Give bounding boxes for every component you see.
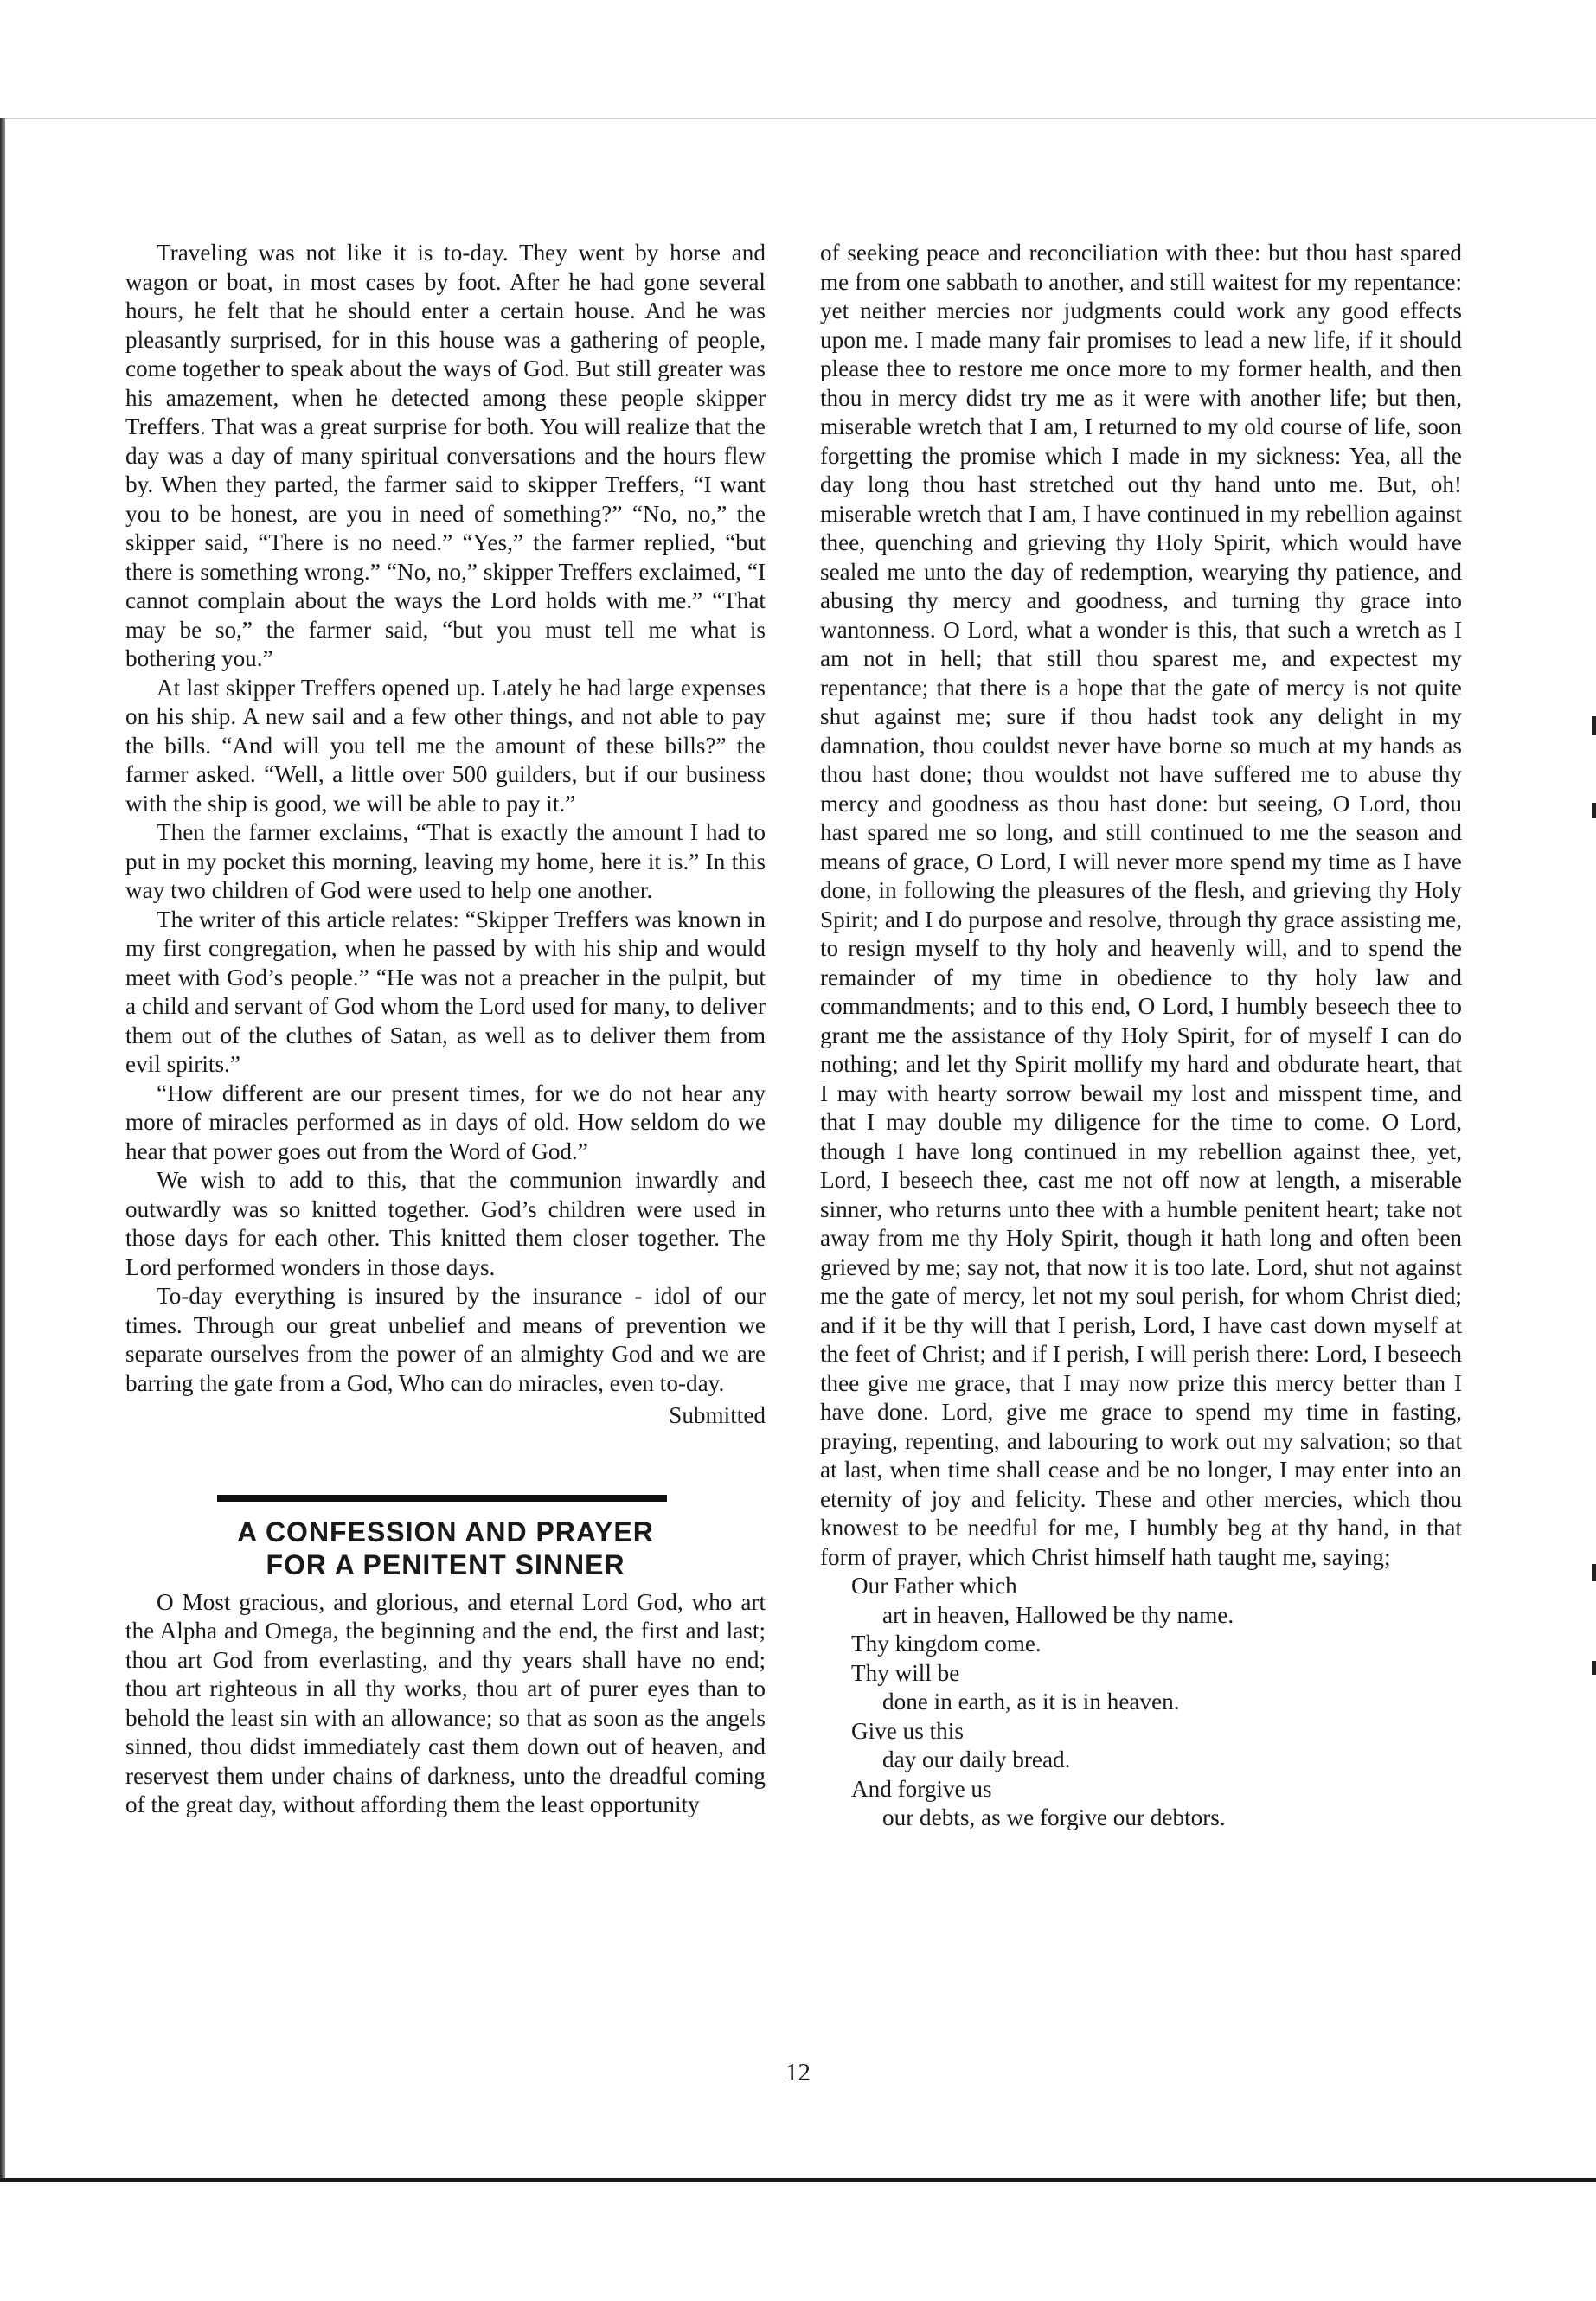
left-column <box>125 239 766 1820</box>
prayer-line: our debts, as we forgive our debtors. <box>882 1804 1226 1830</box>
paragraph: Traveling was not like it is to-day. They went by horse and wagon or boat, in most cases by foot. After he had gone several hours, he felt that he should enter a certain house. And he was pleasantly surprised, for in this house was a gathering of people, come together to speak about the ways of God. But still greater was his amazement, when he detected among these people skipper Treffers. That was a great surprise for both. You will realize that the day was a day of many spiritual conversations and the hours flew by. When they parted, the farmer said to skipper Treffers, “I want you to be honest, are you in need of something?” “No, no,” the skipper said, “There is no need.” “Yes,” the farmer replied, “but there is something wrong.” “No, no,” skipper Treffers exclaimed, “I cannot complain about the ways the Lord holds with me.” “That may be so,” the farmer said, “but you must tell me what is bothering you.” <box>125 240 766 671</box>
prayer-line: And forgive us <box>851 1775 992 1802</box>
lords-prayer <box>820 1572 1462 1833</box>
prayer-line: day our daily bread. <box>882 1747 1071 1772</box>
prayer-line: Thy kingdom come. <box>851 1631 1042 1657</box>
article-title <box>125 1516 766 1581</box>
paragraph: To-day everything is insured by the insurance - idol of our times. Through our great unbelief and means of prevention we separate ourselves from the power of an almighty God and we are barring the gate from a God, Who can do miracles, even to-day. <box>125 1283 766 1396</box>
page-left-edge <box>0 118 5 2181</box>
paragraph: At last skipper Treffers opened up. Lately he had large expenses on his ship. A new sail and a few other things, and not able to pay the bills. “And will you tell me the amount of these bills?” the farmer asked. “Well, a little over 500 guilders, but if our business with the ship is good, we will be able to pay it.” <box>125 674 766 817</box>
page-number: 12 <box>785 2059 811 2086</box>
prayer-line: Thy will be <box>851 1659 960 1686</box>
prayer-line: Give us this <box>851 1717 964 1744</box>
page-top-edge <box>0 118 1596 119</box>
right-column <box>820 239 1462 1833</box>
prayer-line: Our Father which <box>851 1573 1017 1599</box>
article-opening-paragraph: O Most gracious, and glorious, and eternal Lord God, who art the Alpha and Omega, the beginning and the end, the first and last; thou art God from everlasting, and thy years shall have no end; thou art righteous in all thy works, thou art of purer eyes than to behold the least sin with an allowance; so that as soon as the angels sinned, thou didst immediately cast them down out of heaven, and reservest them under chains of darkness, unto the dreadful coming of the great day, without affording them the least opportunity <box>125 1588 766 1817</box>
article-title-line-1: A CONFESSION AND PRAYER <box>237 1516 654 1548</box>
paragraph: Then the farmer exclaims, “That is exactly the amount I had to put in my pocket this morning, leaving my home, here it is.” In this way two children of God were used to help one another. <box>125 819 766 903</box>
margin-mark <box>1592 1564 1596 1581</box>
paragraph: We wish to add to this, that the communion inwardly and outwardly was so knitted together. God’s children were used in those days for each other. This knitted them closer together. The Lord performed wonders in those days. <box>125 1167 766 1280</box>
margin-mark <box>1592 716 1596 735</box>
prayer-continuation-paragraph: of seeking peace and reconciliation with thee: but thou hast spared me from one sabbath to another, and still waitest for my repentance: yet neither mercies nor judgments could work any good effects upon me. I made many fair promises to lead a new life, if it should please thee to restore me once more to my former health, and then thou in mercy didst try me as it were with another life; but then, miserable wretch that I am, I returned to my old course of life, soon forgetting the promise which I made in my sickness: Yea, all the day long thou hast stretched out thy hand unto me. But, oh! miserable wretch that I am, I have continued in my rebellion against thee, quenching and grieving thy Holy Spirit, which would have sealed me unto the day of redemption, wearying thy patience, and abusing thy mercy and goodness, and turning thy grace into wantonness. O Lord, what a wonder is this, that such a wretch as I am not in hell; that still thou sparest me, and expectest my repentance; that there is a hope that the gate of mercy is not quite shut against me; sure if thou hadst took any delight in my damnation, thou couldst never have borne so much at my hands as thou hast done; thou wouldst not have suffered me to abuse thy mercy and goodness as thou hast done: but seeing, O Lord, thou hast spared me so long, and still continued to me the season and means of grace, O Lord, I will never more spend my time as I have done, in following the pleasures of the flesh, and grieving thy Holy Spirit; and I do purpose and resolve, through thy grace assisting me, to resign myself to thy holy and heavenly will, and to spend the remainder of my time in obedience to thy holy law and commandments; and to this end, O Lord, I humbly beseech thee to grant me the assistance of thy Holy Spirit, for of myself I can do nothing; and let thy Spirit mollify my hard and obdurate heart, that I may with hearty sorrow bewail my lost and misspent time, and that I may double my diligence for the time to come. O Lord, though I have long continued in my rebellion against thee, yet, Lord, I beseech thee, cast me not off now at length, a miserable sinner, who returns unto thee with a humble penitent heart; take not away from me thy Holy Spirit, though it hath long and often been grieved by me; say not, that now it is too late. Lord, shut not against me the gate of mercy, let not my soul perish, for whom Christ died; and if it be thy will that I perish, Lord, I have cast down myself at the feet of Christ; and if I perish, I will perish there: Lord, I beseech thee give me grace, that I may now prize this mercy better than I have done. Lord, give me grace to spend my time in fasting, praying, repenting, and labouring to work out my salvation; so that at last, when time shall cease and be no longer, I may enter into an eternity of joy and felicity. These and other mercies, which thou knowest to be needful for me, I humbly beg at thy hand, in that form of prayer, which Christ himself hath taught me, saying; <box>820 240 1462 1570</box>
page-bottom-edge <box>0 2178 1596 2182</box>
paragraph: “How different are our present times, for we do not hear any more of miracles performed as in days of old. How seldom do we hear that power goes out from the Word of God.” <box>125 1080 766 1164</box>
paragraph: The writer of this article relates: “Skipper Treffers was known in my first congregation, when he passed by with his ship and would meet with God’s people.” “He was not a preacher in the pulpit, but a child and servant of God whom the Lord used for many, to deliver them out of the cluthes of Satan, as well as to deliver them from evil spirits.” <box>125 906 766 1077</box>
prayer-line: art in heaven, Hallowed be thy name. <box>882 1601 1234 1628</box>
signature: Submitted <box>669 1402 766 1428</box>
margin-mark <box>1592 1661 1596 1675</box>
margin-mark <box>1592 803 1596 818</box>
article-title-line-2: FOR A PENITENT SINNER <box>266 1548 625 1580</box>
prayer-line: done in earth, as it is in heaven. <box>882 1689 1180 1715</box>
section-divider-rule <box>217 1495 667 1502</box>
